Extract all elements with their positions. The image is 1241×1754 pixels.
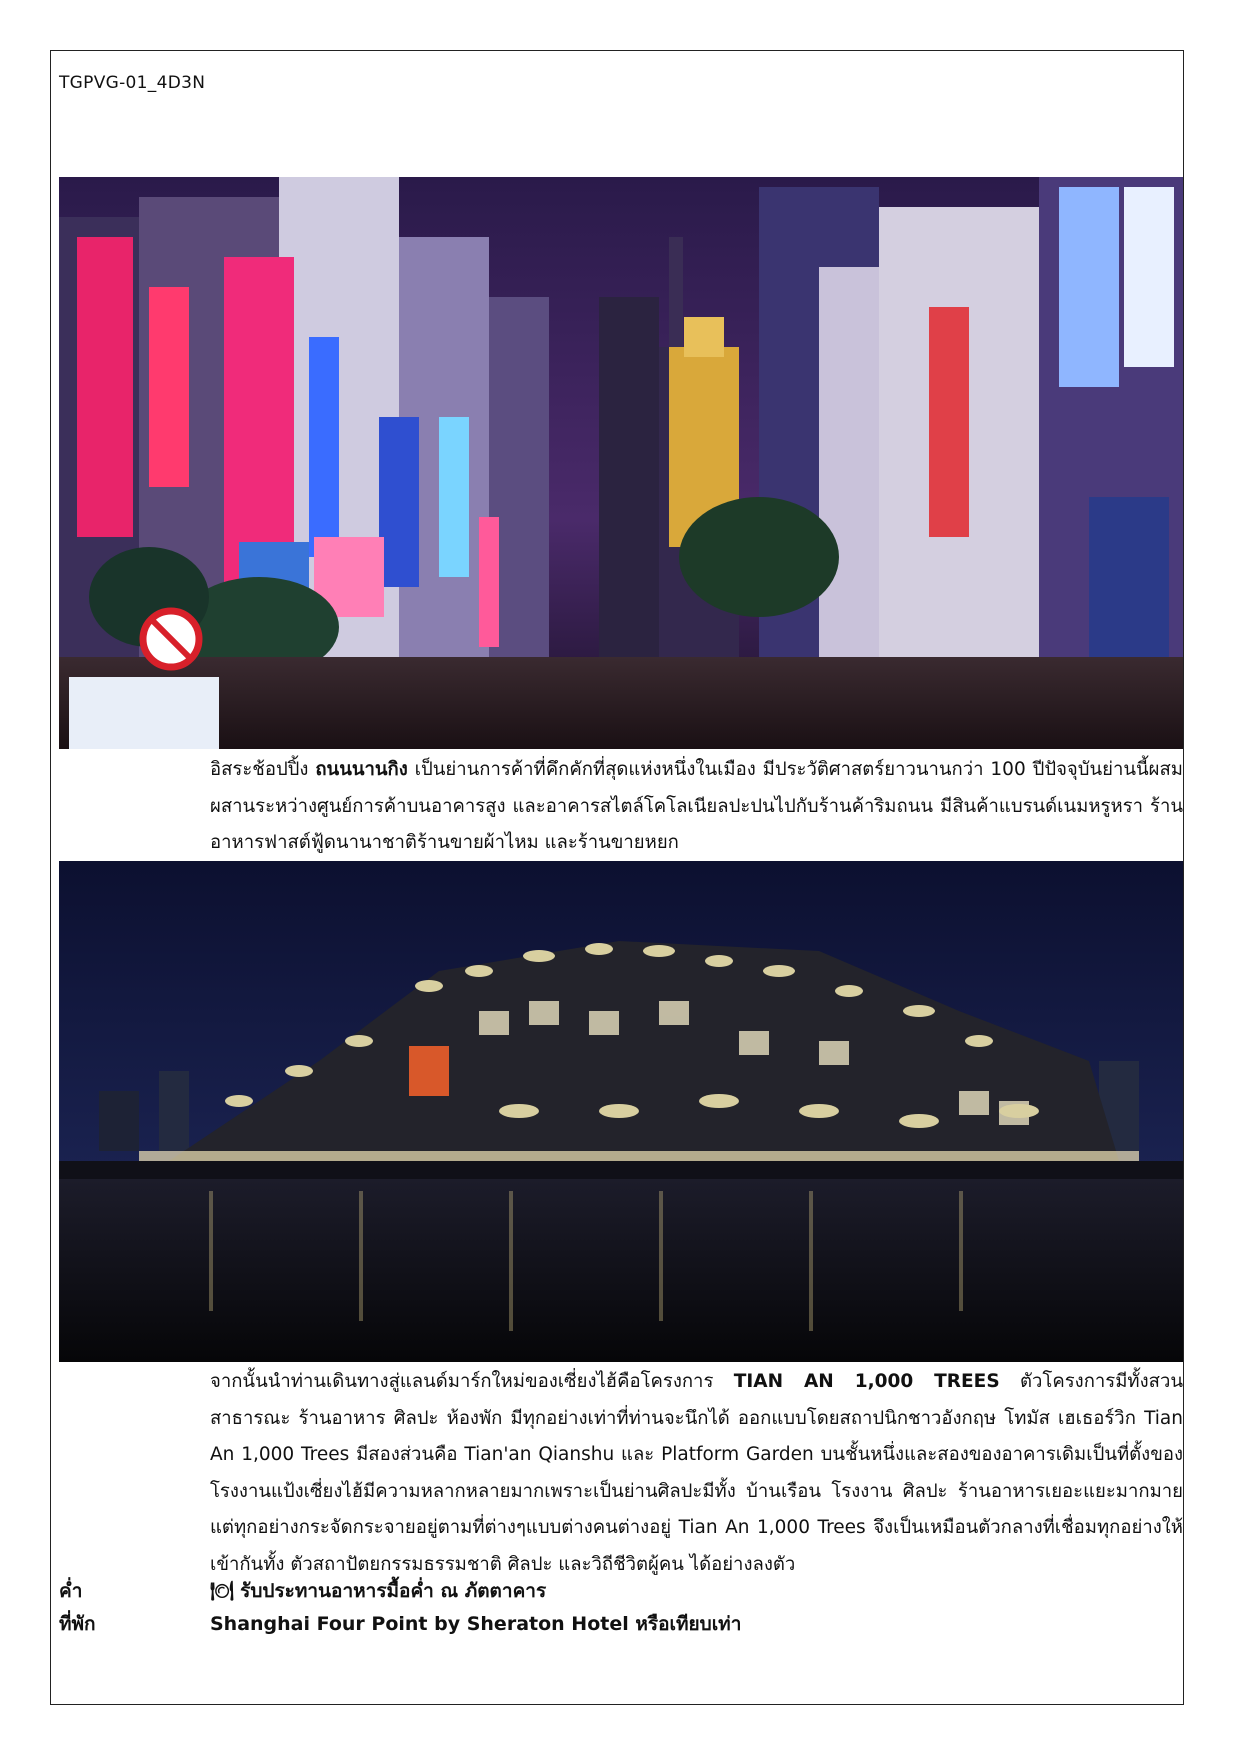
meal-label: ค่ำ (59, 1580, 83, 1602)
tour-code: TGPVG-01_4D3N (59, 73, 206, 93)
desc2-pre: จากนั้นนำท่านเดินทางสู่แลนด์มาร์กใหม่ของเซี่ยงไฮ้คือโครงการ (210, 1371, 734, 1392)
tian-an-description (210, 1364, 1183, 1583)
dinner-plate-icon: 🍽 (210, 1580, 235, 1602)
desc1-post: เป็นย่านการค้าที่คึกคักที่สุดแห่งหนึ่งในเมือง มีประวัติศาสตร์ยาวนานกว่า 100 ปีปัจจุบันย่านนี้ผสมผสานระหว่างศูนย์การค้าบนอาคารสูง และอาคารสไตล์โคโลเนียลปะปนไปกับร้านค้าริมถนน มีสินค้าแบรนด์เนมหรูหรา ร้านอาหารฟาสต์ฟู้ดนานาชาติร้านขายผ้าไหม และร้านขายหยก (210, 759, 1183, 853)
tian-an-illustration (59, 861, 1183, 1362)
nanjing-road-description (210, 752, 1183, 862)
hotel-value: Shanghai Four Point by Sheraton Hotel หรือเทียบเท่า (210, 1613, 742, 1635)
desc2-post: ตัวโครงการมีทั้งสวนสาธารณะ ร้านอาหาร ศิลปะ ห้องพัก มีทุกอย่างเท่าที่ท่านจะนึกได้ ออกแบบโดยสถาปนิกชาวอังกฤษ โทมัส เฮเธอร์วิก Tian An 1,000 Trees มีสองส่วนคือ Tian'an Qianshu และ Platform Garden บนชั้นหนึ่งและสองของอาคารเดิมเป็นที่ตั้งของโรงงานแป้งเซี่ยงไฮ้มีความหลากหลายมากเพราะเป็นย่านศิลปะมีทั้ง บ้านเรือน โรงงาน ศิลปะ ร้านอาหารเยอะแยะมากมาย แต่ทุกอย่างกระจัดกระจายอยู่ตามที่ต่างๆแบบต่างคนต่างอยู่ Tian An 1,000 Trees จึงเป็นเหมือนตัวกลางที่เชื่อมทุกอย่างให้เข้ากันทั้ง ตัวสถาปัตยกรรมธรรมชาติ ศิลปะ และวิถีชีวิตผู้คน ได้อย่างลงตัว (210, 1371, 1183, 1575)
desc1-pre: อิสระช้อปปิ้ง (210, 759, 316, 780)
nanjing-road-illustration (59, 177, 1183, 749)
meal-value (210, 1576, 546, 1606)
hotel-label: ที่พัก (59, 1613, 96, 1635)
desc1-bold: ถนนนานกิง (315, 759, 408, 780)
tian-an-trees-photo (59, 861, 1183, 1362)
nanjing-road-photo (59, 177, 1183, 749)
meal-value-text: รับประทานอาหารมื้อค่ำ ณ ภัตตาคาร (240, 1580, 547, 1602)
desc2-bold: TIAN AN 1,000 TREES (733, 1371, 1000, 1392)
